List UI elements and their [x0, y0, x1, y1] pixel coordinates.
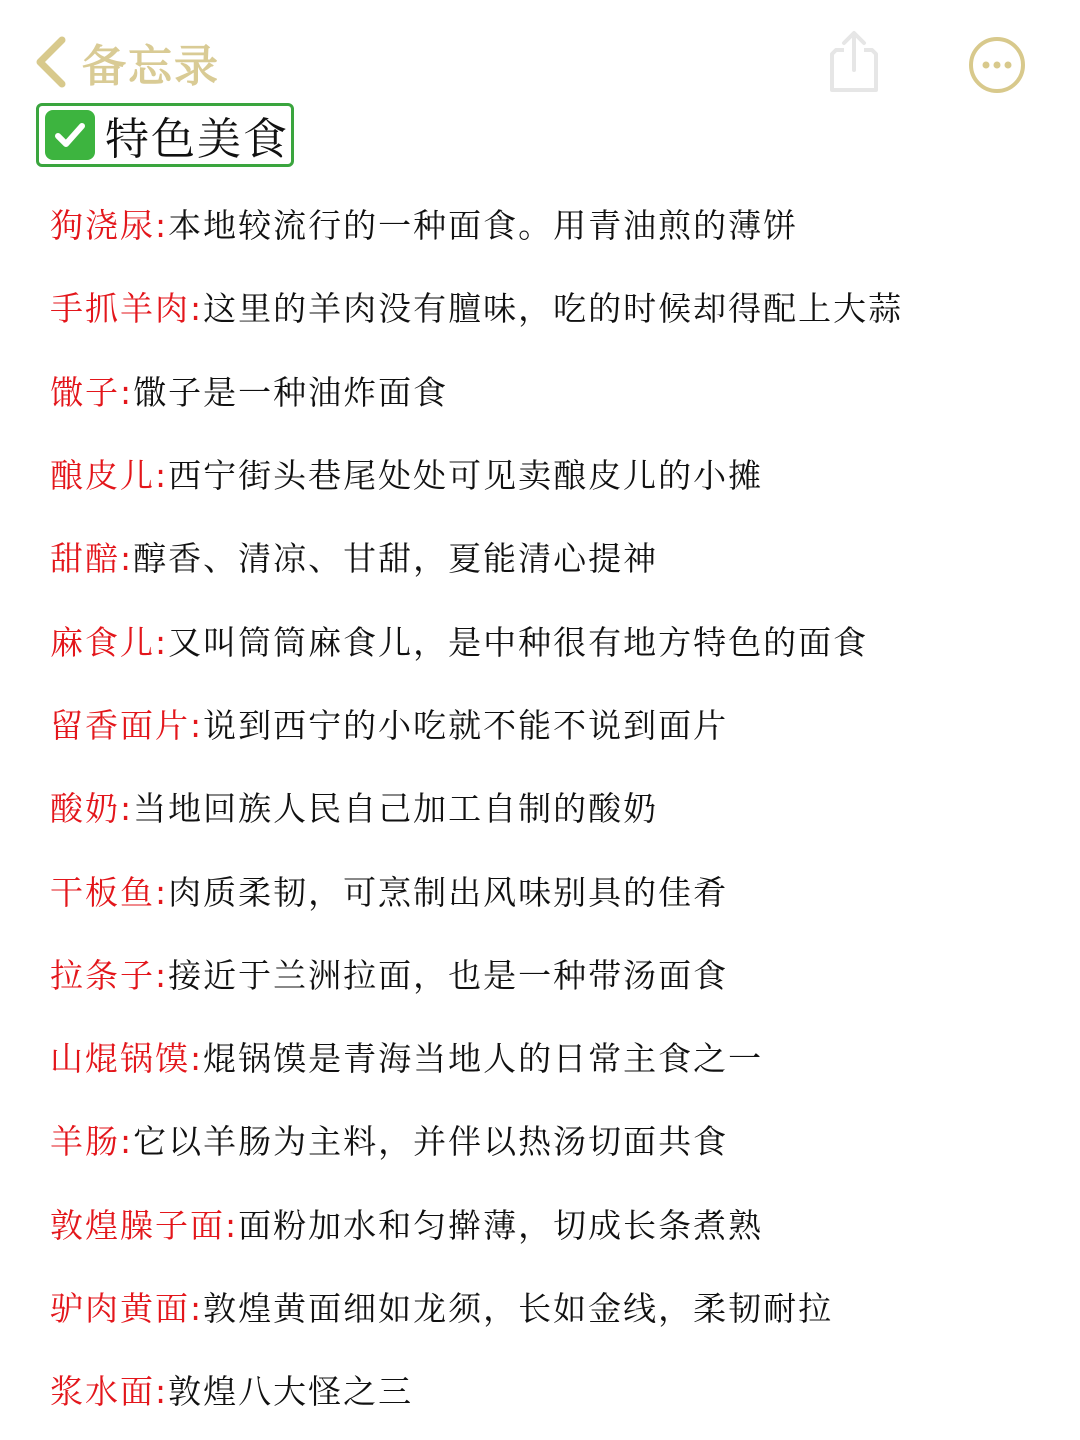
food-name: 拉条子:	[50, 955, 169, 995]
food-description: 本地较流行的一种面食。用青油煎的薄饼	[168, 206, 799, 246]
list-item	[50, 1348, 1050, 1431]
food-description: 这里的羊肉没有膻味，吃的时候却得配上大蒜	[203, 289, 904, 329]
list-item	[50, 265, 1050, 348]
list-item	[50, 182, 1050, 265]
back-button[interactable]	[30, 30, 220, 94]
chevron-left-icon	[30, 32, 72, 92]
list-item	[50, 349, 1050, 432]
list-item	[50, 598, 1050, 681]
food-name: 手抓羊肉:	[50, 289, 204, 329]
list-item	[50, 515, 1050, 598]
food-description: 面粉加水和匀擀薄，切成长条煮熟	[238, 1205, 764, 1245]
food-name: 酿皮儿:	[50, 456, 169, 496]
checkmark-icon	[45, 110, 95, 160]
list-item	[50, 1098, 1050, 1181]
top-bar	[0, 0, 1080, 100]
food-name: 敦煌臊子面:	[50, 1205, 239, 1245]
food-description: 说到西宁的小吃就不能不说到面片	[203, 705, 729, 745]
list-item	[50, 1182, 1050, 1265]
list-item	[50, 765, 1050, 848]
food-name: 羊肠:	[50, 1122, 134, 1162]
list-item	[50, 848, 1050, 931]
food-description: 又叫筒筒麻食儿，是中种很有地方特色的面食	[168, 622, 869, 662]
food-description: 醇香、清凉、甘甜，夏能清心提神	[133, 539, 659, 579]
food-description: 它以羊肠为主料，并伴以热汤切面共食	[133, 1122, 729, 1162]
food-description: 敦煌黄面细如龙须，长如金线，柔韧耐拉	[203, 1289, 834, 1328]
note-title	[36, 103, 294, 167]
food-description: 焜锅馍是青海当地人的日常主食之一	[203, 1039, 764, 1079]
share-icon[interactable]	[826, 28, 882, 96]
food-name: 酸奶:	[50, 789, 134, 829]
list-item	[50, 432, 1050, 515]
list-item	[50, 1265, 1050, 1348]
food-name: 驴肉黄面:	[50, 1289, 204, 1328]
food-name: 干板鱼:	[50, 872, 169, 912]
list-item	[50, 1015, 1050, 1098]
back-label: 备忘录	[82, 41, 220, 92]
food-description: 当地回族人民自己加工自制的酸奶	[133, 789, 659, 829]
food-description: 西宁街头巷尾处处可见卖酿皮儿的小摊	[168, 456, 764, 496]
food-description: 馓子是一种油炸面食	[133, 372, 449, 412]
food-name: 狗浇尿:	[50, 206, 169, 246]
food-name: 山焜锅馍:	[50, 1039, 204, 1079]
more-icon[interactable]	[968, 36, 1026, 94]
list-item	[50, 682, 1050, 765]
food-name: 留香面片:	[50, 705, 204, 745]
list-item	[50, 932, 1050, 1015]
food-name: 浆水面:	[50, 1372, 169, 1412]
food-name: 麻食儿:	[50, 622, 169, 662]
food-list	[50, 182, 1050, 1431]
food-description: 接近于兰洲拉面，也是一种带汤面食	[168, 955, 729, 995]
food-description: 肉质柔韧，可烹制出风味别具的佳肴	[168, 872, 729, 912]
food-description: 敦煌八大怪之三	[168, 1372, 414, 1412]
food-name: 甜醅:	[50, 539, 134, 579]
food-name: 馓子:	[50, 372, 134, 412]
note-title-text: 特色美食	[105, 114, 289, 165]
